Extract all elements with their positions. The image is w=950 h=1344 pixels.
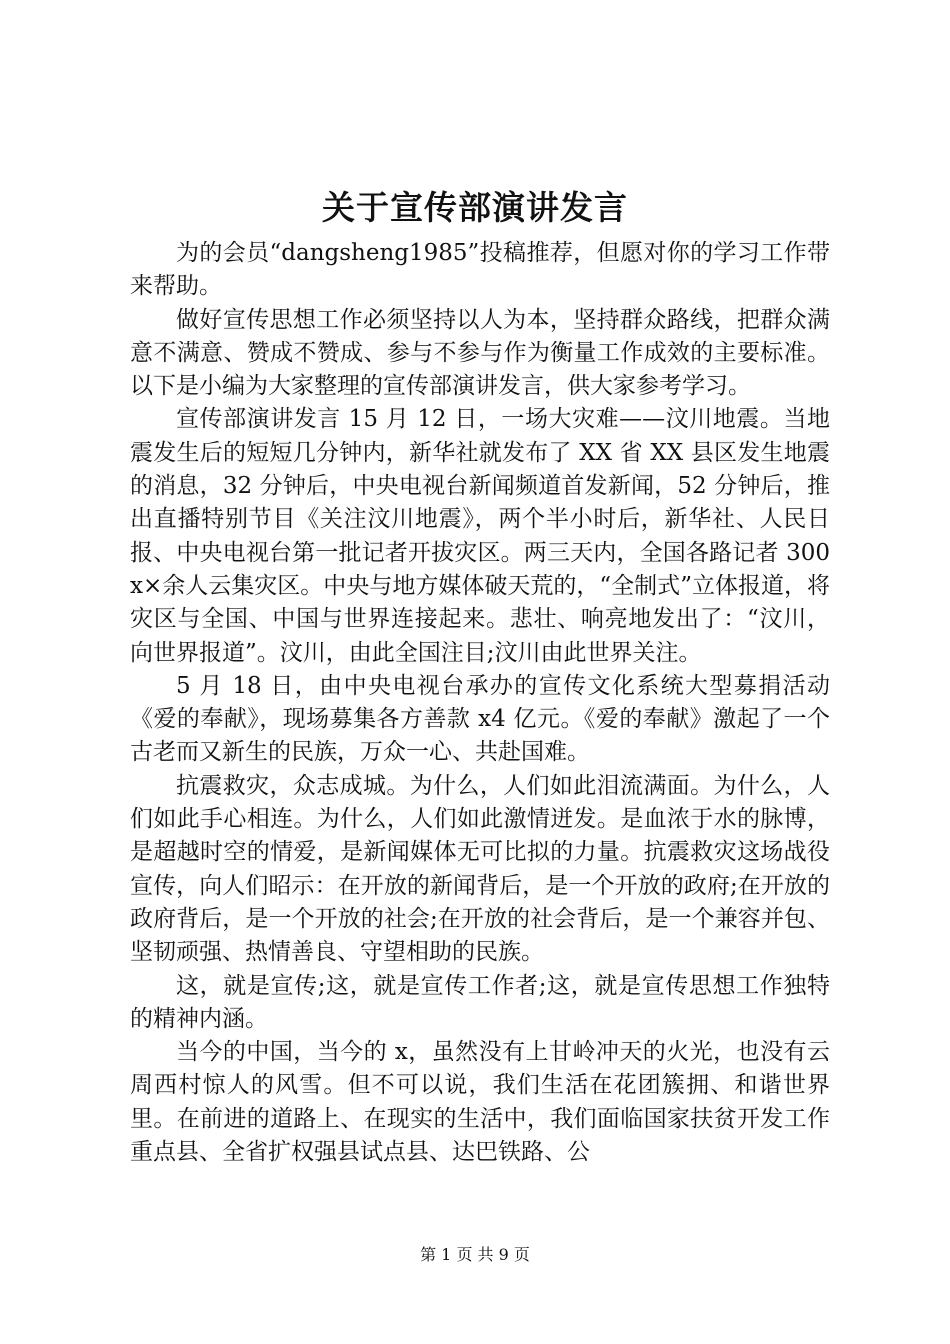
- paragraph-summary: 做好宣传思想工作必须坚持以人为本，坚持群众路线，把群众满意不满意、赞成不赞成、参与不参与作为衡量工作成效的主要标准。以下是小编为大家整理的宣传部演讲发言，供大家参考学习。: [130, 306, 830, 400]
- paragraph-intro: 为的会员“dangsheng1985”投稿推荐，但愿对你的学习工作带来帮助。: [130, 240, 830, 300]
- document-body: [130, 237, 830, 1169]
- paragraph-earthquake: 宣传部演讲发言 15 月 12 日，一场大灾难——汶川地震。当地震发生后的短短几分钟内，新华社就发布了 XX 省 XX 县区发生地震的消息，32 分钟后，中央电视台新闻频道首发新闻，52 分钟后，推出直播特别节目《关注汶川地震》，两个半小时后，新华社、人民日报、中央电视台第一批记者开拔灾区。两三天内，全国各路记者 300x×余人云集灾区。中央与地方媒体破天荒的，“全制式”立体报道，将灾区与全国、中国与世界连接起来。悲壮、响亮地发出了：“汶川，向世界报道”。汶川，由此全国注目;汶川由此世界关注。: [130, 406, 830, 666]
- page-indicator: 第 1 页 共 9 页: [420, 1245, 530, 1264]
- paragraph-today: 当今的中国，当今的 x，虽然没有上甘岭冲天的火光，也没有云周西村惊人的风雪。但不可以说，我们生活在花团簇拥、和谐世界里。在前进的道路上、在现实的生活中，我们面临国家扶贫开发工作重点县、全省扩权强县试点县、达巴铁路、公: [130, 1039, 830, 1166]
- document-title: 关于宣传部演讲发言: [322, 188, 628, 227]
- paragraph-relief: 抗震救灾，众志成城。为什么，人们如此泪流满面。为什么，人们如此手心相连。为什么，人们如此激情迸发。是血浓于水的脉博，是超越时空的情爱，是新闻媒体无可比拟的力量。抗震救灾这场战役宣传，向人们昭示：在开放的新闻背后，是一个开放的政府;在开放的政府背后，是一个开放的社会;在开放的社会背后，是一个兼容并包、坚韧顽强、热情善良、守望相助的民族。: [130, 772, 830, 966]
- paragraph-propaganda: 这，就是宣传;这，就是宣传工作者;这，就是宣传思想工作独特的精神内涵。: [130, 972, 830, 1032]
- paragraph-donation: 5 月 18 日，由中央电视台承办的宣传文化系统大型募捐活动《爱的奉献》，现场募集各方善款 x4 亿元。《爱的奉献》激起了一个古老而又新生的民族，万众一心、共赴国难。: [130, 672, 830, 766]
